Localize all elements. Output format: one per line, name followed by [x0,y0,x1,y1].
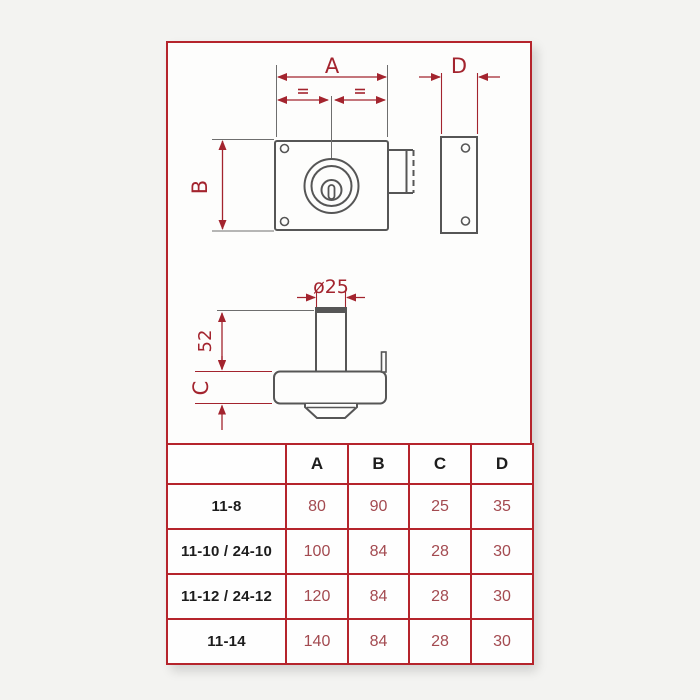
value-cell: 100 [286,529,348,574]
table-row [167,529,533,574]
value-cell: 35 [471,484,533,529]
column-header-a: A [286,444,348,484]
dimension-a-label: A [324,54,340,78]
table-row [167,484,533,529]
dimension-d-label: D [450,54,468,78]
model-cell: 11-14 [167,619,286,664]
table-corner-cell [167,444,286,484]
column-header-d: D [471,444,533,484]
cylinder-barrel [316,308,346,372]
dimension-c-label: C [189,380,213,396]
side-view [441,137,477,233]
value-cell: 140 [286,619,348,664]
value-cell: 30 [471,529,533,574]
value-cell: 84 [348,529,409,574]
value-cell: 28 [409,529,471,574]
value-cell: 30 [471,574,533,619]
table-header-row [167,444,533,484]
value-cell: 30 [471,619,533,664]
value-cell: 120 [286,574,348,619]
rear-lip [382,352,387,372]
value-cell: 25 [409,484,471,529]
table-row [167,574,533,619]
value-cell: 28 [409,619,471,664]
lock-body-profile [274,372,386,404]
value-cell: 84 [348,619,409,664]
value-cell: 90 [348,484,409,529]
value-cell: 84 [348,574,409,619]
dimension-52-label: 52 [195,329,216,353]
value-cell: 80 [286,484,348,529]
model-cell: 11-12 / 24-12 [167,574,286,619]
table-row [167,619,533,664]
spec-sheet [166,41,532,665]
side-plate [441,137,477,233]
dimension-b-label: B [188,179,212,195]
dimensions-table [166,443,534,665]
column-header-c: C [409,444,471,484]
lock-technical-drawing [166,41,532,443]
model-cell: 11-10 / 24-10 [167,529,286,574]
value-cell: 28 [409,574,471,619]
column-header-b: B [348,444,409,484]
dimension-diameter-label: ø25 [313,276,349,298]
cylinder-top-cap [316,308,346,313]
model-cell: 11-8 [167,484,286,529]
